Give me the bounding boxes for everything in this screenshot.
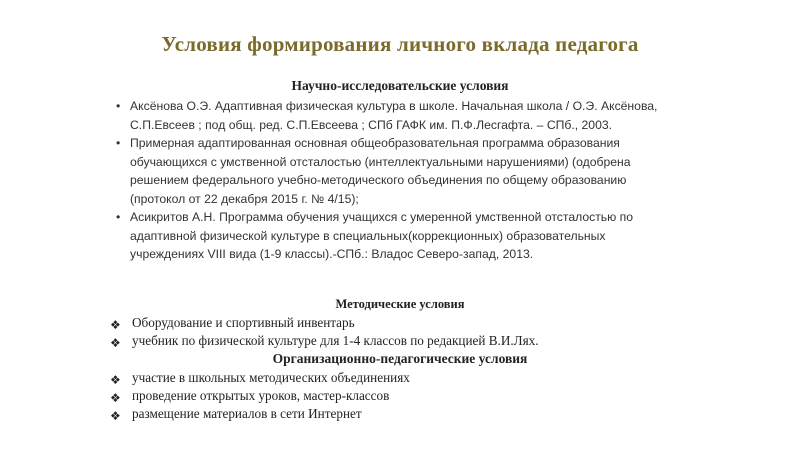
section-heading-methodical: Методические условия: [335, 297, 465, 311]
list-item-text: Оборудование и спортивный инвентарь: [132, 315, 355, 330]
diamond-bullet-icon: ❖: [110, 318, 121, 332]
list-item-text: участие в школьных методических объединениях: [132, 370, 410, 385]
list-item-text: учебник по физической культуре для 1-4 классов по редакцией В.И.Лях.: [132, 333, 539, 348]
list-item: [110, 387, 410, 405]
diamond-bullet-icon: ❖: [110, 409, 121, 423]
organizational-list: [110, 369, 410, 423]
list-item: • Примерная адаптированная основная общеобразовательная программа образования обучающихся с умственной отсталостью (интеллектуальными нарушениями) (одобрена решением федерального учебно-методического объединения по общему образованию (протокол от 22 декабря 2015 г. № 4/15);: [116, 134, 676, 208]
section-heading-research: Научно-исследовательские условия: [291, 78, 509, 93]
list-item-text: размещение материалов в сети Интернет: [132, 406, 362, 421]
list-item-text: проведение открытых уроков, мастер-классов: [132, 388, 390, 403]
section-heading-organizational: Организационно-педагогические условия: [272, 351, 528, 366]
diamond-bullet-icon: ❖: [110, 391, 121, 405]
diamond-bullet-icon: ❖: [110, 336, 121, 350]
list-item: [110, 405, 410, 423]
list-item: • Асикритов А.Н. Программа обучения учащихся с умеренной умственной отсталостью по адаптивной физической культуре в специальных(коррекционных) образовательных учреждениях VIII вида (1-9 классы).-СПб.: Владос Северо-запад, 2013.: [116, 208, 676, 264]
list-item: [110, 314, 539, 332]
list-item: [110, 332, 539, 350]
slide-title: Условия формирования личного вклада педагога: [161, 32, 639, 56]
methodical-list: [110, 314, 539, 350]
diamond-bullet-icon: ❖: [110, 373, 121, 387]
list-item: • Аксёнова О.Э. Адаптивная физическая культура в школе. Начальная школа / О.Э. Аксёнова, С.П.Евсеев ; под общ. ред. С.П.Евсеева ; СПб ГАФК им. П.Ф.Лесгафта. – СПб., 2003.: [116, 97, 676, 134]
list-item: [110, 369, 410, 387]
research-list: [116, 97, 676, 264]
